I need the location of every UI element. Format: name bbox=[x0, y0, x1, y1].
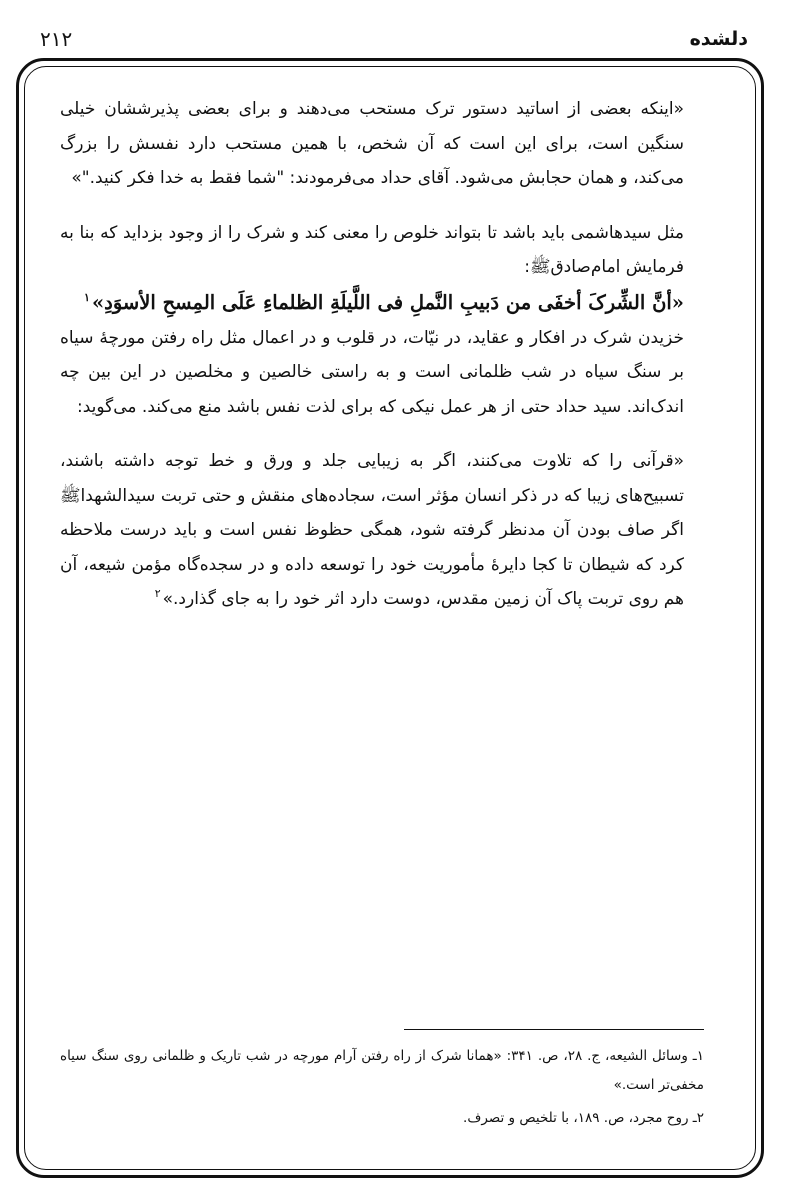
paragraph-quote-2: «قرآنی را که تلاوت می‌کنند، اگر به زیبایی جلد و ورق و خط توجه داشته باشند، تسبیح‌های زیبا که در ذکر انسان مؤثر است، سجاده‌های منقش و حتی تربت سیدالشهداﷺ اگر صاف بودن آن مدنظر گرفته شود، همگی حظوظ نفس است و باید درست ملاحظه کرد که شیطان تا کجا دایرهٔ مأموریت خود را توسعه داده و در سجده‌گاه مؤمن شیعه، آن هم روی تربت پاک آن زمین مقدس، دوست دارد اثر خود را به جای گذارد.»$^۲$ bbox=[60, 451, 684, 609]
footnote-mark-2: ۲ bbox=[154, 587, 161, 601]
footnote-mark-1: ۱ bbox=[84, 291, 90, 304]
paragraph-3: خزیدن شرک در افکار و عقاید، در نیّات، در قلوب و در اعمال مثل راه رفتن مورچهٔ سیاه بر سنگ سیاه در شب ظلمانی است و به راستی خالصین و مخلصین در این بین چه اندک‌اند. سید حداد حتی از هر عمل نیکی که برای لذت نفس باشد منع می‌کند. می‌گوید: bbox=[60, 327, 684, 417]
footnote-1: ۱ـ وسائل الشیعه، ج. ۲۸، ص. ۳۴۱: «همانا شرک از راه رفتن آرام مورچه در شب تاریک و ظلمانی روی سنگ سیاه مخفی‌تر است.» bbox=[60, 1048, 705, 1093]
main-text bbox=[60, 92, 684, 617]
footnote-2: ۲ـ روح مجرد، ص. ۱۸۹، با تلخیص و تصرف. bbox=[463, 1110, 704, 1126]
footnotes bbox=[60, 1042, 704, 1133]
paragraph-quote-1: «اینکه بعضی از اساتید دستور ترک مستحب می‌دهند و برای بعضی پذیرششان خیلی سنگین است، برای این است که آن شخص، با همین مستحب دارد نفسش را بزرگ می‌کند، و همان حجابش می‌شود. آقای حداد می‌فرمودند: "شما فقط به خدا فکر کنید."» bbox=[60, 99, 684, 188]
book-title: دلشده bbox=[689, 28, 748, 50]
hadith-quote: «أنَّ الشِّرکَ أخفَی من دَبیبِ النَّملِ فی اللَّیلَةِ الظلماءِ عَلَی المِسحِ الأسوَدِ»$^۱$ bbox=[84, 290, 684, 314]
running-header bbox=[40, 22, 748, 56]
footnote-divider bbox=[404, 1029, 704, 1030]
paragraph-2: مثل سیدهاشمی باید باشد تا بتواند خلوص را معنی کند و شرک را از وجود بزداید که بنا به فرمایش امام‌صادق‌ﷺ: bbox=[60, 222, 684, 277]
page-number: ۲۱۲ bbox=[40, 27, 73, 51]
